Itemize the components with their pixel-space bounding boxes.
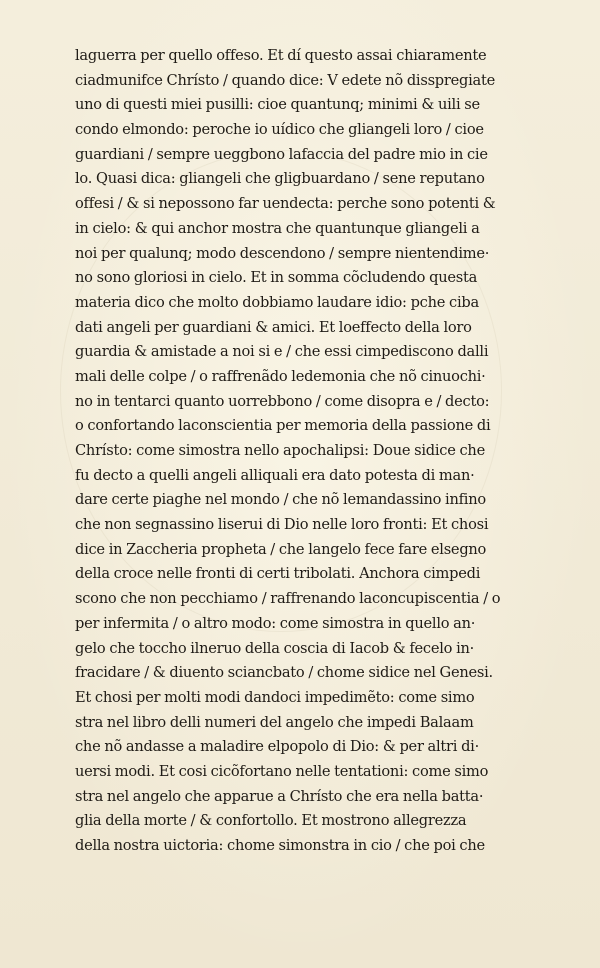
- text-line: in cielo: & qui anchor mostra che quantunque gliangeli a: [75, 219, 480, 237]
- text-line: ciadmunifce Chrísto / quando dice: V edete nõ disspregiate: [75, 71, 495, 89]
- text-line: condo elmondo: peroche io uídico che gliangeli loro / cioe: [75, 121, 484, 139]
- text-line: stra nel libro delli numeri del angelo che impedi Balaam: [75, 713, 474, 731]
- text-line: glia della morte / & confortollo. Et mostrono allegrezza: [75, 812, 467, 830]
- text-line: Et chosi per molti modi dandoci impedimẽto: come simo: [75, 688, 475, 706]
- text-line: stra nel angelo che apparue a Chrísto che era nella batta·: [75, 787, 484, 805]
- text-line: no in tentarci quanto uorrebbono / come disopra e / decto:: [75, 392, 490, 410]
- text-line: mali delle colpe / o raffrenãdo ledemonia che nõ cinuochi·: [75, 367, 486, 385]
- text-line: fu decto a quelli angeli alliquali era dato potesta di man·: [75, 466, 475, 484]
- text-line: Chrísto: come simostra nello apochalipsi: Doue sidice che: [75, 442, 485, 459]
- text-line: noi per qualunq; modo descendono / sempre nientendime·: [75, 244, 490, 262]
- text-line: lo. Quasi dica: gliangeli che gligbuardano / sene reputano: [75, 170, 485, 188]
- text-line: gelo che toccho ilneruo della coscia di Iacob & fecelo in·: [75, 639, 475, 657]
- text-line: no sono gloriosi in cielo. Et in somma cõcludendo questa: [75, 269, 478, 287]
- text-line: dati angeli per guardiani & amici. Et loeffecto della loro: [75, 318, 472, 336]
- text-line: della nostra uictoria: chome simonstra in cio / che poi che: [75, 837, 485, 854]
- text-line: dice in Zaccheria propheta / che langelo fece fare elsegno: [75, 540, 487, 558]
- text-line: o confortando laconscientia per memoria della passione di: [75, 417, 491, 435]
- text-line: della croce nelle fronti di certi tribolati. Anchora cimpedi: [75, 565, 481, 583]
- text-line: fracidare / & diuento sciancbato / chome sidice nel Genesi.: [75, 664, 493, 682]
- text-line: scono che non pecchiamo / raffrenando laconcupiscentia / o: [75, 590, 501, 608]
- text-line: che nõ andasse a maladire elpopolo di Dio: & per altri di·: [75, 738, 479, 756]
- text-line: per infermita / o altro modo: come simostra in quello an·: [75, 614, 476, 632]
- text-line: guardiani / sempre ueggbono lafaccia del padre mio in cie: [75, 145, 488, 163]
- text-line: guardia & amistade a noi si e / che essi cimpediscono dalli: [75, 343, 489, 361]
- text-line: uno di questi miei pusilli: cioe quantunq; minimi & uili se: [75, 96, 480, 114]
- body-text: [75, 44, 515, 859]
- text-line: dare certe piaghe nel mondo / che nõ lemandassino infino: [75, 491, 486, 509]
- text-line: laguerra per quello offeso. Et dí questo assai chiaramente: [75, 47, 487, 64]
- text-line: che non segnassino liserui di Dio nelle loro fronti: Et chosi: [75, 516, 489, 534]
- text-line: materia dico che molto dobbiamo laudare idio: pche ciba: [75, 293, 479, 311]
- text-line: offesi / & si nepossono far uendecta: perche sono potenti &: [75, 195, 496, 213]
- text-line: uersi modi. Et cosi cicõfortano nelle tentationi: come simo: [75, 762, 489, 780]
